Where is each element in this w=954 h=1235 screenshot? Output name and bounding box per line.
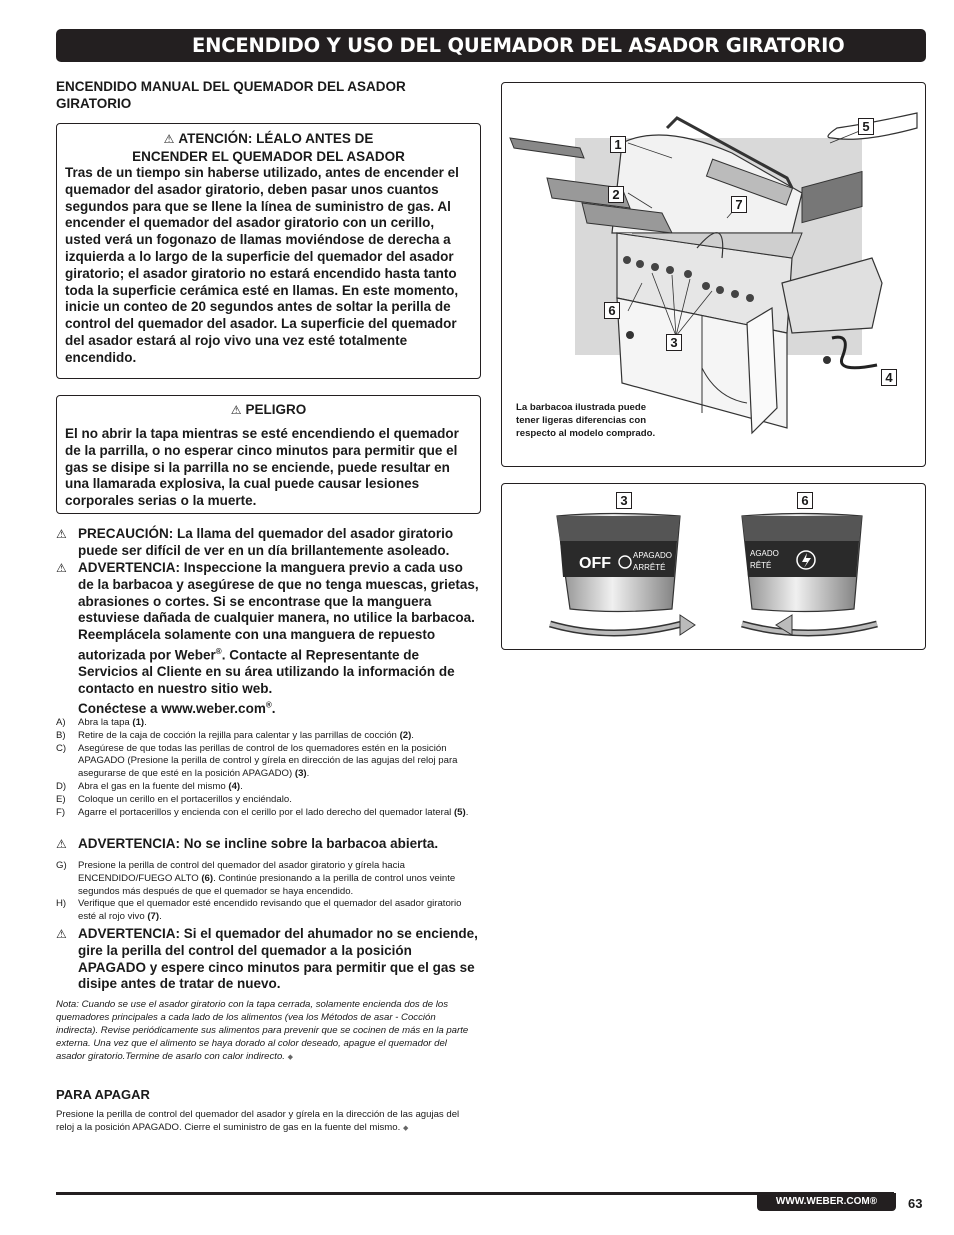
- list-item: E) Coloque un cerillo en el portacerillos y enciéndalo.: [56, 793, 292, 805]
- footer-url[interactable]: WWW.WEBER.COM®: [757, 1193, 896, 1211]
- knob-illustration: [502, 484, 925, 649]
- warning-triangle-icon: ⚠: [56, 837, 67, 851]
- list-item: B) Retire de la caja de cocción la rejilla para calentar y las parrillas de cocción (2).: [56, 729, 414, 741]
- figure-label-7: 7: [731, 196, 747, 213]
- figure-caption: La barbacoa ilustrada puede tener ligeras diferencias con respecto al modelo comprado.: [516, 402, 656, 440]
- end-mark-icon: ◆: [287, 1054, 294, 1061]
- knob-apagado-label: APAGADO: [633, 551, 672, 560]
- danger-body: El no abrir la tapa mientras se esté encendiendo el quemador de la parrilla, o no esperar cinco minutos para permitir que el gas se disipe si la parrilla no se enciende, puede resultar en una llamarada explosiva, la cual puede causar lesiones corporales serias o la muerte.: [65, 426, 459, 509]
- section-heading: ENCENDIDO MANUAL DEL QUEMADOR DEL ASADOR GIRATORIO: [56, 79, 406, 111]
- attention-body: Tras de un tiempo sin haberse utilizado, antes de encender el quemador del asador giratorio, deben pasar unos cuantos segundos para que se llene la línea de suministro de gas. Al encender el quemador del asador giratorio con un cerillo, usted verá un fogonazo de llamas moviéndose de derecha a izquierda a lo largo de la superficie del quemador del asador giratorio; el asador giratorio no estará encendido hasta tanto toda la superficie cerámica esté en llamas. En este momento, inicie un conteo de 20 segundos antes de soltar la perilla de control del quemador del asador. La superficie del quemador del asador estará al rojo vivo una vez esté totalmente encendido.: [65, 165, 459, 365]
- figure-label-5: 5: [858, 118, 874, 135]
- figure-label-4: 4: [881, 369, 897, 386]
- warning-triangle-icon: ⚠: [56, 561, 67, 575]
- turn-off-heading: PARA APAGAR: [56, 1087, 150, 1102]
- hose-warning: ⚠ ADVERTENCIA: Inspeccione la manguera previo a cada uso de la barbacoa y asegúrese de que no tenga muescas, grietas, abrasiones o cortes. Si se encontrase que la manguera estuviese dañada de cualquier manera, no utilice la barbacoa. Reemplácela solamente con una manguera de repuesto autorizada por Weber®. Contacte al Representante de Servicios al Cliente en su área utilizando la información de contacto en nuestro sitio web. Conéctese a www.weber.com®.: [56, 560, 479, 717]
- warning-triangle-icon: ⚠: [230, 403, 242, 417]
- warning-triangle-icon: ⚠: [56, 527, 67, 541]
- page-number: 63: [908, 1196, 923, 1211]
- turn-off-text: Presione la perilla de control del quemador del asador y gírela en la dirección de las agujas del reloj a la posición APAGADO. Cierre el suministro de gas en la fuente del mismo. ◆: [56, 1109, 460, 1133]
- weber-website-link[interactable]: Conéctese a www.weber.com®.: [78, 700, 276, 717]
- danger-box: [56, 395, 481, 514]
- caution-note: ⚠ PRECAUCIÓN: La llama del quemador del asador giratorio puede ser difícil de ver en un día brillantemente asoleado.: [56, 526, 454, 558]
- attention-box: [56, 123, 481, 379]
- figure-label-2: 2: [608, 186, 624, 203]
- knob-rete-label: RÊTÉ: [750, 561, 772, 570]
- figure-label-6: 6: [604, 302, 620, 319]
- end-mark-icon: ◆: [402, 1125, 409, 1132]
- knob-arrete-label: ARRÊTÉ: [633, 563, 666, 572]
- steps-list-2: [56, 860, 480, 924]
- knob-agado-label: AGADO: [750, 549, 779, 558]
- steps-list-1: [56, 717, 480, 819]
- list-item: C) Asegúrese de que todas las perillas de control de los quemadores estén en la posición APAGADO (Presione la perilla de control y gírela en dirección de las agujas del reloj para asegurarse de que esté en la posición APAGADO) (3).: [56, 742, 458, 780]
- danger-title: ⚠ PELIGRO: [230, 402, 307, 417]
- list-item: G) Presione la perilla de control del quemador del asador giratorio y gírela hacia ENCENDIDO/FUEGO ALTO (6). Continúe presionando a la perilla de control unos veinte segundos más después de que el quemador se haya encendido.: [56, 860, 456, 897]
- knob-label-3: 3: [616, 492, 632, 509]
- smoker-warning: ⚠ ADVERTENCIA: Si el quemador del ahumador no se enciende, gire la perilla del control del quemador a la posición APAGADO y espere cinco minutos para permitir que el gas se disipe antes de tratar de nuevo.: [56, 926, 478, 992]
- header-bar: [56, 29, 926, 62]
- warning-triangle-icon: ⚠: [56, 927, 67, 941]
- figure-label-3: 3: [666, 334, 682, 351]
- page-title: ENCENDIDO Y USO DEL QUEMADOR DEL ASADOR GIRATORIO: [192, 34, 845, 57]
- list-item: A) Abra la tapa (1).: [56, 717, 147, 728]
- list-item: H) Verifique que el quemador esté encendido revisando que el quemador del asador giratorio esté al rojo vivo (7).: [56, 898, 462, 923]
- lean-warning: ⚠ ADVERTENCIA: No se incline sobre la barbacoa abierta.: [56, 836, 439, 851]
- knob-off-label: OFF: [579, 555, 611, 572]
- figure-label-1: 1: [610, 136, 626, 153]
- list-item: F) Agarre el portacerillos y encienda con el cerillo por el lado derecho del quemador lateral (5).: [56, 806, 469, 818]
- warning-triangle-icon: ⚠: [163, 132, 175, 146]
- knob-label-6: 6: [797, 492, 813, 509]
- knob-figure: [501, 483, 926, 650]
- attention-title: ⚠ ATENCIÓN: LÉALO ANTES DE ENCENDER EL QUEMADOR DEL ASADOR: [132, 131, 405, 164]
- rotisserie-note: Nota: Cuando se use el asador giratorio con la tapa cerrada, solamente encienda dos de los quemadores principales a cada lado de los alimentos (vea los Métodos de asar - Cocción indirecta). Revise periódicamente sus alimentos para prevenir que se cocinen de más en la parte externa. Una vez que el alimento se haya dorado al color deseado, apague el quemador del asador giratorio.Termine de asarlo con calor indirecto. ◆: [56, 999, 469, 1062]
- list-item: D) Abra el gas en la fuente del mismo (4).: [56, 780, 243, 792]
